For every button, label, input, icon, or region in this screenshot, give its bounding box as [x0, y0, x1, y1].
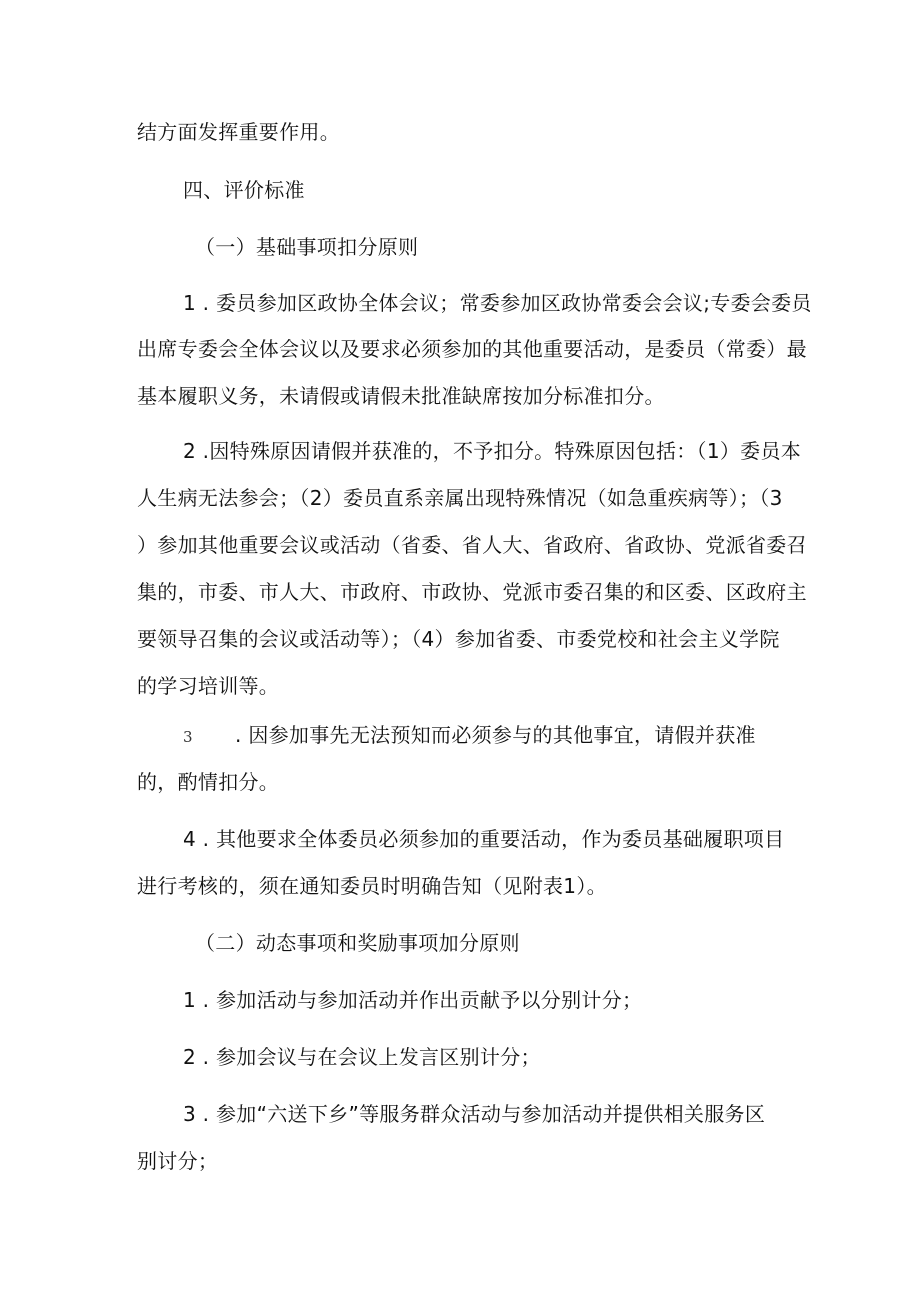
item-1-line-2: 出席专委会全体会议以及要求必须参加的其他重要活动，是委员（常委）最: [137, 337, 807, 361]
item-3-line-1: . 因参加事先无法预知而必须参与的其他事宜，请假并获准: [235, 723, 756, 747]
item-1-line-1: 1 . 委员参加区政协全体会议；常委参加区政协常委会会议;专委会委员: [183, 291, 812, 315]
subsection-heading-dynamic: （二）动态事项和奖励事项加分原则: [195, 931, 520, 955]
subsection-heading-basic: （一）基础事项扣分原则: [195, 235, 419, 259]
dynamic-item-1: 1 . 参加活动与参加活动并作出贡献予以分别计分；: [183, 988, 643, 1012]
item-2-line-5: 要领导召集的会议或活动等）；（4）参加省委、市委党校和社会主义学院: [137, 627, 780, 651]
item-2-line-4: 集的，市委、市人大、市政府、市政协、党派市委召集的和区委、区政府主: [137, 580, 807, 604]
item-3-line-2: 的，酌情扣分。: [137, 770, 280, 794]
item-2-line-2: 人生病无法参会；（2）委员直系亲属出现特殊情况（如急重疾病等）；（3: [137, 486, 783, 510]
dynamic-item-3-line-2: 别讨分；: [137, 1149, 219, 1173]
dynamic-item-3-line-1: 3 . 参加“六送下乡”等服务群众活动与参加活动并提供相关服务区: [183, 1102, 766, 1126]
item-1-line-3: 基本履职义务，未请假或请假未批准缺席按加分标准扣分。: [137, 384, 665, 408]
para-line-1: 结方面发挥重要作用。: [137, 120, 340, 144]
item-4-line-1: 4 . 其他要求全体委员必须参加的重要活动，作为委员基础履职项目: [183, 827, 785, 851]
item-2-line-6: 的学习培训等。: [137, 674, 280, 698]
item-3-number: 3: [183, 728, 193, 746]
dynamic-item-2: 2 . 参加会议与在会议上发言区别计分；: [183, 1045, 541, 1069]
item-2-line-3: ）参加其他重要会议或活动（省委、省人大、省政府、省政协、党派省委召: [137, 533, 807, 557]
item-4-line-2: 进行考核的，须在通知委员时明确告知（见附表1）。: [137, 874, 607, 898]
item-2-line-1: 2 .因特殊原因请假并获准的，不予扣分。特殊原因包括：（1）委员本: [183, 439, 802, 463]
section-heading-evaluation: 四、评价标准: [183, 178, 305, 202]
